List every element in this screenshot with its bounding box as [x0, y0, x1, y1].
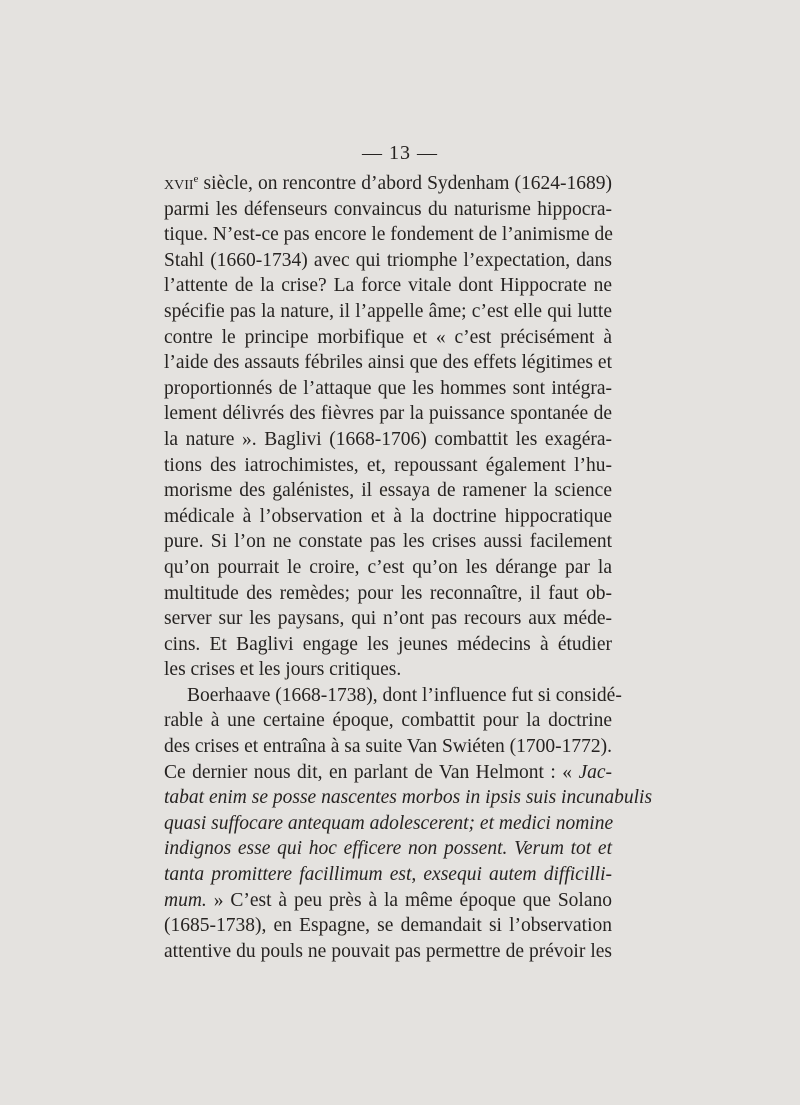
text-line: [164, 222, 612, 248]
text-line: [164, 760, 612, 786]
text-segment: tique. N’est-ce pas encore le fondement de l’animisme de: [164, 224, 613, 246]
latin-quotation: tanta promittere facillimum est, exsequi autem difficilli-: [164, 864, 612, 886]
text-segment: spécifie pas la nature, il l’appelle âme; c’est elle qui lutte: [164, 300, 612, 322]
text-segment: attentive du pouls ne pouvait pas permettre de prévoir les: [164, 940, 612, 962]
text-segment: server sur les paysans, qui n’ont pas recours aux méde-: [164, 608, 612, 630]
text-line: [164, 632, 612, 658]
text-line: [164, 427, 612, 453]
text-line: [164, 683, 622, 709]
page-number: — 13 —: [362, 142, 438, 164]
text-segment: des crises et entraîna à sa suite Van Swiéten (1700-1772).: [164, 736, 613, 758]
text-line: [164, 836, 612, 862]
text-segment: médicale à l’observation et à la doctrine hippocratique: [164, 505, 612, 527]
latin-quotation: tabat enim se posse nascentes morbos in ipsis suis incunabulis: [164, 787, 653, 809]
text-segment: siècle, on rencontre d’abord Sydenham (1624-1689): [198, 173, 612, 194]
text-line: [164, 529, 612, 555]
latin-quotation: quasi suffocare antequam adolescerent; et medici nomine: [164, 812, 614, 834]
text-segment: lement délivrés des fièvres par la puissance spontanée de: [164, 403, 612, 425]
text-line: [164, 555, 612, 581]
text-segment: » C’est à peu près à la même époque que Solano: [206, 889, 612, 911]
text-segment: tions des iatrochimistes, et, repoussant également l’hu-: [164, 454, 612, 476]
text-line: [164, 708, 612, 734]
text-line: [164, 785, 653, 811]
text-line: [164, 504, 612, 530]
text-line: [164, 606, 612, 632]
text-line: [164, 939, 612, 965]
text-line: [164, 913, 612, 939]
text-line: [164, 811, 612, 837]
text-line: [164, 478, 612, 504]
text-segment: Ce dernier nous dit, en parlant de Van Helmont : «: [164, 761, 572, 783]
text-line: [164, 248, 612, 274]
text-line: [164, 299, 612, 325]
superscript: e: [193, 173, 199, 185]
text-line: [164, 888, 612, 914]
text-segment: l’attente de la crise? La force vitale dont Hippocrate ne: [164, 275, 612, 297]
text-segment: morisme des galénistes, il essaya de ramener la science: [164, 480, 612, 502]
text-line: [164, 862, 612, 888]
text-line: [164, 350, 612, 376]
text-line: [164, 376, 612, 402]
latin-quotation: indignos esse qui hoc efficere non possent. Verum tot et: [164, 838, 612, 860]
text-segment: les crises et les jours critiques.: [164, 659, 402, 681]
text-line: [164, 401, 612, 427]
text-segment: proportionnés de l’attaque que les hommes sont intégra-: [164, 377, 612, 399]
text-segment: multitude des remèdes; pour les reconnaître, il faut ob-: [164, 582, 612, 604]
text-line: [164, 197, 612, 223]
text-line: [164, 657, 612, 683]
text-segment: Stahl (1660-1734) avec qui triomphe l’expectation, dans: [164, 249, 612, 271]
text-line: [164, 273, 612, 299]
text-segment: contre le principe morbifique et « c’est précisément à: [164, 326, 612, 348]
latin-quotation: Jac-: [578, 761, 612, 783]
latin-quotation: mum.: [164, 889, 207, 911]
text-segment: rable à une certaine époque, combattit pour la doctrine: [164, 710, 612, 732]
text-segment: (1685-1738), en Espagne, se demandait si l’observation: [164, 915, 612, 937]
text-segment: Boerhaave (1668-1738), dont l’influence fut si considé-: [187, 684, 622, 706]
text-segment: qu’on pourrait le croire, c’est qu’on les dérange par la: [164, 556, 612, 578]
body-text: [164, 171, 653, 964]
text-line: [164, 453, 612, 479]
text-line: [164, 734, 612, 760]
text-line: [164, 325, 612, 351]
text-segment: cins. Et Baglivi engage les jeunes médecins à étudier: [164, 633, 612, 655]
text-segment: pure. Si l’on ne constate pas les crises aussi facilement: [164, 531, 612, 553]
text-line: [164, 581, 612, 607]
century-numeral: xvii: [164, 173, 194, 194]
text-segment: parmi les défenseurs convaincus du naturisme hippocra-: [164, 198, 612, 220]
text-segment: l’aide des assauts fébriles ainsi que des effets légitimes et: [164, 352, 612, 374]
text-segment: la nature ». Baglivi (1668-1706) combattit les exagéra-: [164, 428, 612, 450]
text-line: [164, 171, 612, 197]
